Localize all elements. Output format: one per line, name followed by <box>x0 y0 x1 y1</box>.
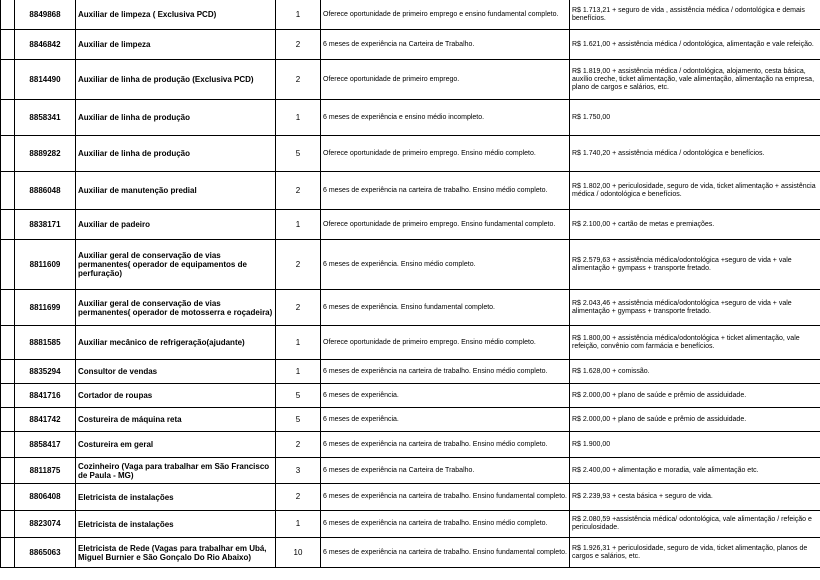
job-requirements: Oferece oportunidade de primeiro emprego. Ensino médio completo. <box>321 136 570 172</box>
job-salary-benefits: R$ 1.802,00 + periculosidade, seguro de vida, ticket alimentação + assistência médica / odontológica e benefícios. <box>570 172 820 210</box>
row-margin-cell <box>1 240 15 290</box>
job-salary-benefits: R$ 1.926,31 + periculosidade, seguro de vida, ticket alimentação, planos de cargos e salários, etc. <box>570 538 820 568</box>
job-code: 8835294 <box>15 360 76 384</box>
job-requirements: 6 meses de experiência na carteira de trabalho. Ensino médio completo. <box>321 511 570 538</box>
table-row <box>1 136 820 172</box>
job-code: 8889282 <box>15 136 76 172</box>
job-salary-benefits: R$ 2.400,00 + alimentação e moradia, vale alimentação etc. <box>570 458 820 484</box>
job-salary-benefits: R$ 2.080,59 +assistência médica/ odontológica, vale alimentação / refeição e periculosidade. <box>570 511 820 538</box>
job-title: Costureira em geral <box>76 432 276 458</box>
job-title: Auxiliar de limpeza ( Exclusiva PCD) <box>76 0 276 30</box>
job-code: 8865063 <box>15 538 76 568</box>
job-salary-benefits: R$ 2.000,00 + plano de saúde e prêmio de assiduidade. <box>570 384 820 408</box>
job-salary-benefits: R$ 1.713,21 + seguro de vida , assistência médica / odontológica e demais benefícios. <box>570 0 820 30</box>
vacancy-count: 2 <box>276 60 321 100</box>
table-row <box>1 408 820 432</box>
job-salary-benefits: R$ 2.100,00 + cartão de metas e premiações. <box>570 210 820 240</box>
job-requirements: Oferece oportunidade de primeiro emprego. Ensino médio completo. <box>321 326 570 360</box>
table-row <box>1 538 820 568</box>
job-code: 8849868 <box>15 0 76 30</box>
job-title: Eletricista de instalações <box>76 511 276 538</box>
table-row <box>1 360 820 384</box>
job-requirements: Oferece oportunidade de primeiro emprego. Ensino fundamental completo. <box>321 210 570 240</box>
job-title: Cozinheiro (Vaga para trabalhar em São Francisco de Paula - MG) <box>76 458 276 484</box>
vacancy-count: 2 <box>276 30 321 60</box>
table-row <box>1 458 820 484</box>
vacancy-count: 3 <box>276 458 321 484</box>
table-row <box>1 0 820 30</box>
row-margin-cell <box>1 360 15 384</box>
job-requirements: 6 meses de experiência. <box>321 384 570 408</box>
job-code: 8823074 <box>15 511 76 538</box>
row-margin-cell <box>1 172 15 210</box>
table-row <box>1 326 820 360</box>
row-margin-cell <box>1 511 15 538</box>
job-title: Auxiliar geral de conservação de vias permanentes( operador de motosserra e roçadeira) <box>76 290 276 326</box>
vacancy-count: 2 <box>276 432 321 458</box>
row-margin-cell <box>1 0 15 30</box>
job-salary-benefits: R$ 1.819,00 + assistência médica / odontológica, alojamento, cesta básica, auxílio creche, ticket alimentação, vale alimentação, alimentação na empresa, plano de cargos e salários, etc. <box>570 60 820 100</box>
job-code: 8841742 <box>15 408 76 432</box>
vacancy-count: 2 <box>276 484 321 511</box>
job-requirements: 6 meses de experiência na carteira de trabalho. Ensino médio completo. <box>321 360 570 384</box>
job-code: 8881585 <box>15 326 76 360</box>
vacancy-count: 5 <box>276 136 321 172</box>
job-title: Consultor de vendas <box>76 360 276 384</box>
vacancy-count: 1 <box>276 100 321 136</box>
table-row <box>1 432 820 458</box>
job-requirements: 6 meses de experiência na carteira de trabalho. Ensino fundamental completo. <box>321 484 570 511</box>
row-margin-cell <box>1 60 15 100</box>
job-requirements: Oferece oportunidade de primeiro emprego e ensino fundamental completo. <box>321 0 570 30</box>
table-row <box>1 100 820 136</box>
job-requirements: 6 meses de experiência na Carteira de Trabalho. <box>321 458 570 484</box>
job-code: 8806408 <box>15 484 76 511</box>
row-margin-cell <box>1 408 15 432</box>
job-title: Auxiliar de linha de produção <box>76 100 276 136</box>
job-title: Eletricista de Rede (Vagas para trabalhar em Ubá, Miguel Burnier e São Gonçalo Do Rio Abaixo) <box>76 538 276 568</box>
job-code: 8858341 <box>15 100 76 136</box>
job-salary-benefits: R$ 1.750,00 <box>570 100 820 136</box>
job-title: Auxiliar geral de conservação de vias permanentes( operador de equipamentos de perfuração) <box>76 240 276 290</box>
vacancy-count: 1 <box>276 326 321 360</box>
table-row <box>1 60 820 100</box>
job-code: 8858417 <box>15 432 76 458</box>
vacancy-count: 1 <box>276 210 321 240</box>
job-title: Auxiliar de padeiro <box>76 210 276 240</box>
job-requirements: 6 meses de experiência e ensino médio incompleto. <box>321 100 570 136</box>
job-title: Auxiliar de limpeza <box>76 30 276 60</box>
vacancy-count: 2 <box>276 172 321 210</box>
job-salary-benefits: R$ 2.000,00 + plano de saúde e prêmio de assiduidade. <box>570 408 820 432</box>
job-title: Auxiliar de manutenção predial <box>76 172 276 210</box>
job-code: 8838171 <box>15 210 76 240</box>
job-requirements: 6 meses de experiência na carteira de trabalho. Ensino médio completo. <box>321 172 570 210</box>
job-requirements: 6 meses de experiência. <box>321 408 570 432</box>
job-code: 8846842 <box>15 30 76 60</box>
job-requirements: 6 meses de experiência na carteira de trabalho. Ensino médio completo. <box>321 432 570 458</box>
job-salary-benefits: R$ 1.740,20 + assistência médica / odontológica e benefícios. <box>570 136 820 172</box>
table-row <box>1 290 820 326</box>
table-row <box>1 484 820 511</box>
row-margin-cell <box>1 100 15 136</box>
job-code: 8814490 <box>15 60 76 100</box>
job-salary-benefits: R$ 2.239,93 + cesta básica + seguro de vida. <box>570 484 820 511</box>
job-salary-benefits: R$ 1.621,00 + assistência médica / odontológica, alimentação e vale refeição. <box>570 30 820 60</box>
job-title: Eletricista de instalações <box>76 484 276 511</box>
vacancy-count: 1 <box>276 511 321 538</box>
row-margin-cell <box>1 538 15 568</box>
job-code: 8841716 <box>15 384 76 408</box>
job-title: Costureira de máquina reta <box>76 408 276 432</box>
table-row <box>1 172 820 210</box>
row-margin-cell <box>1 30 15 60</box>
job-salary-benefits: R$ 1.628,00 + comissão. <box>570 360 820 384</box>
job-code: 8811875 <box>15 458 76 484</box>
vacancy-count: 2 <box>276 290 321 326</box>
job-code: 8811699 <box>15 290 76 326</box>
table-row <box>1 210 820 240</box>
job-code: 8811609 <box>15 240 76 290</box>
row-margin-cell <box>1 458 15 484</box>
job-salary-benefits: R$ 1.800,00 + assistência médica/odontológica + ticket alimentação, vale refeição, convênio com farmácia e benefícios. <box>570 326 820 360</box>
job-title: Auxiliar de linha de produção <box>76 136 276 172</box>
row-margin-cell <box>1 290 15 326</box>
vacancy-count: 5 <box>276 384 321 408</box>
job-requirements: 6 meses de experiência na Carteira de Trabalho. <box>321 30 570 60</box>
row-margin-cell <box>1 326 15 360</box>
table-row <box>1 240 820 290</box>
job-requirements: 6 meses de experiência na carteira de trabalho. Ensino fundamental completo. <box>321 538 570 568</box>
vacancy-count: 2 <box>276 240 321 290</box>
job-requirements: Oferece oportunidade de primeiro emprego. <box>321 60 570 100</box>
table-row <box>1 511 820 538</box>
row-margin-cell <box>1 432 15 458</box>
job-title: Auxiliar de linha de produção (Exclusiva PCD) <box>76 60 276 100</box>
vacancy-count: 10 <box>276 538 321 568</box>
vacancy-count: 1 <box>276 0 321 30</box>
job-requirements: 6 meses de experiência. Ensino médio completo. <box>321 240 570 290</box>
job-code: 8886048 <box>15 172 76 210</box>
vacancy-count: 1 <box>276 360 321 384</box>
table-row <box>1 384 820 408</box>
job-salary-benefits: R$ 2.043,46 + assistência médica/odontológica +seguro de vida + vale alimentação + gympass + transporte fretado. <box>570 290 820 326</box>
row-margin-cell <box>1 136 15 172</box>
row-margin-cell <box>1 384 15 408</box>
job-title: Cortador de roupas <box>76 384 276 408</box>
row-margin-cell <box>1 210 15 240</box>
table-row <box>1 30 820 60</box>
vacancy-count: 5 <box>276 408 321 432</box>
job-salary-benefits: R$ 2.579,63 + assistência médica/odontológica +seguro de vida + vale alimentação + gympass + transporte fretado. <box>570 240 820 290</box>
job-requirements: 6 meses de experiência. Ensino fundamental completo. <box>321 290 570 326</box>
row-margin-cell <box>1 484 15 511</box>
job-salary-benefits: R$ 1.900,00 <box>570 432 820 458</box>
job-title: Auxiliar mecânico de refrigeração(ajudante) <box>76 326 276 360</box>
